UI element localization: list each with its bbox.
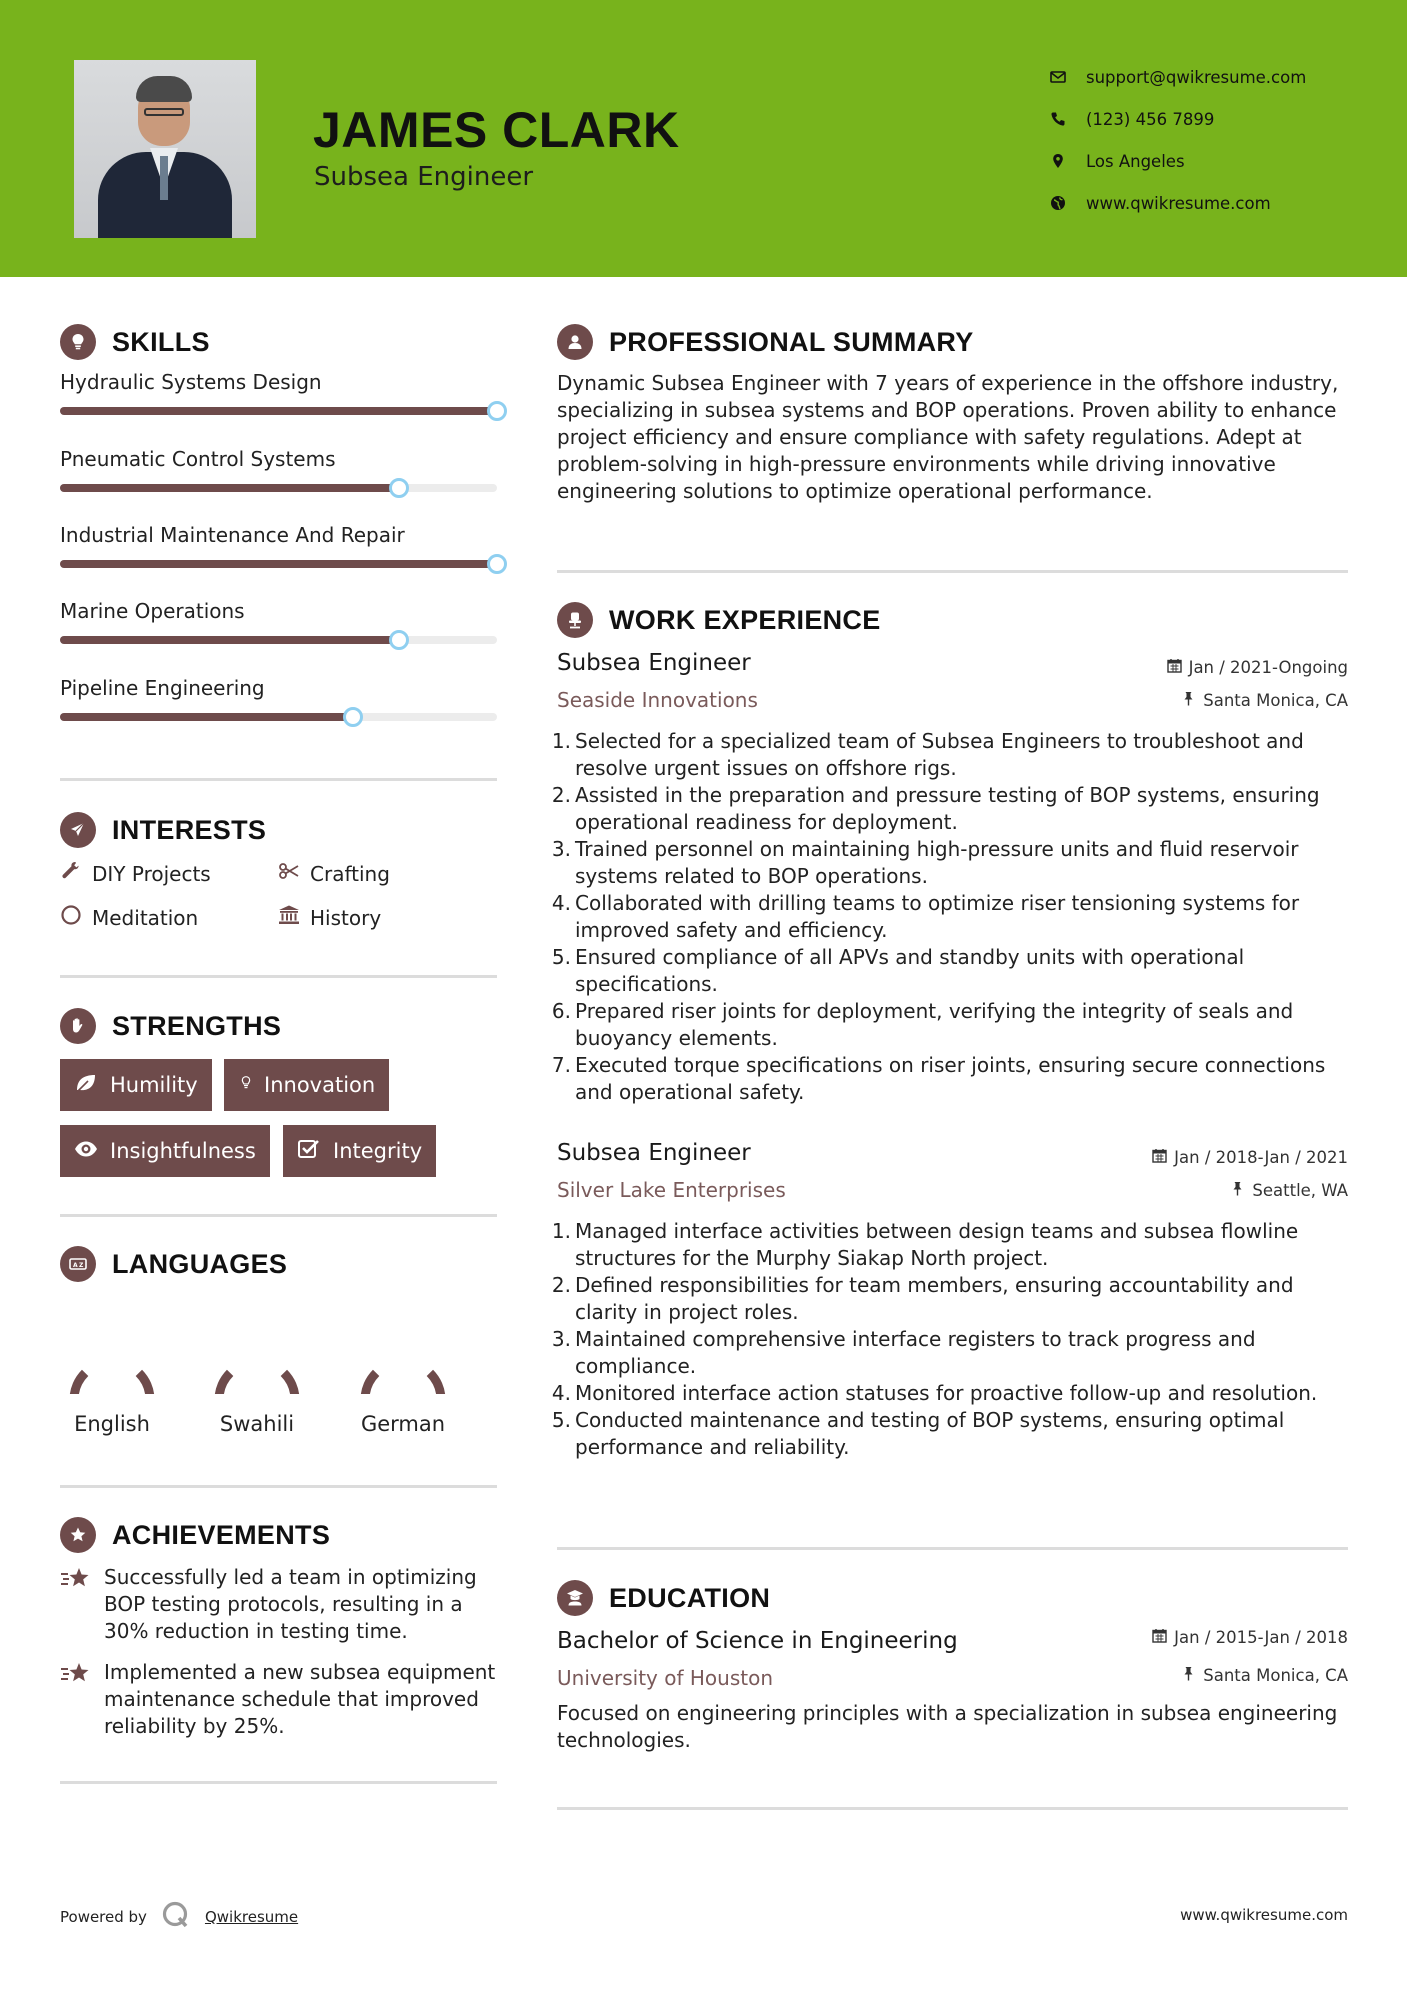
skill-name: Hydraulic Systems Design: [60, 370, 322, 394]
profile-photo: [74, 60, 256, 238]
job-dates: [1167, 658, 1348, 677]
skill-item: [60, 599, 498, 623]
envelope-icon: [1050, 69, 1086, 85]
map-pin-icon: [1050, 153, 1086, 169]
duty-item: 5. Conducted maintenance and testing of BOP systems, ensuring optimal performance and reliability.: [551, 1408, 1285, 1459]
achievement-text: Successfully led a team in optimizing BOP testing protocols, resulting in a 30% reduction in testing time.: [104, 1565, 477, 1643]
strengths-heading: [60, 1008, 281, 1044]
strengths-title: STRENGTHS: [112, 1010, 282, 1041]
interest-item: [60, 904, 198, 931]
contact-location: [1050, 140, 1306, 182]
section-divider: [60, 1485, 497, 1488]
pushpin-icon: [1181, 691, 1203, 710]
wrench-icon: [60, 860, 92, 887]
education-dates: [1152, 1628, 1348, 1647]
interest-item: [278, 860, 390, 887]
language-gauge: [355, 1298, 451, 1394]
strength-tag: [60, 1059, 212, 1111]
skill-knob: [343, 707, 363, 727]
language-gauge: [64, 1298, 160, 1394]
job-title: Subsea Engineer: [557, 650, 751, 676]
skill-bar: [60, 560, 497, 568]
strength-label: Humility: [110, 1073, 198, 1097]
interest-label: Crafting: [310, 861, 390, 886]
duty-item: 7. Executed torque specifications on riser joints, ensuring secure connections and operational safety.: [551, 1053, 1326, 1104]
skill-item: [60, 370, 498, 394]
skill-item: [60, 676, 498, 700]
website-text: www.qwikresume.com: [1086, 193, 1271, 213]
candidate-title: Subsea Engineer: [314, 162, 534, 192]
section-divider: [557, 570, 1348, 573]
strength-label: Insightfulness: [110, 1139, 256, 1163]
skills-title: SKILLS: [112, 326, 210, 357]
candidate-name: JAMES CLARK: [313, 102, 680, 158]
duty-item: 1. Managed interface activities between design teams and subsea flowline structures for the Murphy Siakap North project.: [551, 1219, 1299, 1270]
duty-item: 2. Defined responsibilities for team members, ensuring accountability and clarity in project roles.: [551, 1273, 1294, 1324]
summary-heading: [557, 324, 974, 360]
summary-text: Dynamic Subsea Engineer with 7 years of experience in the offshore industry, specializing in subsea systems and BOP operations. Proven ability to enhance project efficiency and ensure compliance with safety regulations. Adept at problem-solving in high-pressure environments while driving innovative engineering solutions to optimize operational performance.: [557, 371, 1339, 503]
lightbulb-icon: [238, 1072, 264, 1099]
interests-title: INTERESTS: [112, 814, 267, 845]
resume-header: [0, 0, 1407, 277]
eye-icon: [74, 1138, 110, 1165]
skill-name: Pneumatic Control Systems: [60, 447, 336, 471]
strength-label: Innovation: [264, 1073, 376, 1097]
phone-text: (123) 456 7899: [1086, 109, 1215, 129]
star-icon: [60, 1659, 104, 1740]
calendar-icon: [1152, 1628, 1174, 1647]
location-text: Santa Monica, CA: [1203, 1666, 1348, 1685]
skill-bar: [60, 636, 497, 644]
contact-phone[interactable]: [1050, 98, 1306, 140]
achievements-heading: [60, 1517, 330, 1553]
skill-bar: [60, 407, 497, 415]
duty-item: 6. Prepared riser joints for deployment, verifying the integrity of seals and buoyancy elements.: [551, 999, 1294, 1050]
language-item: [343, 1298, 463, 1436]
contact-website[interactable]: [1050, 182, 1306, 224]
duty-item: 4. Monitored interface action statuses for proactive follow-up and resolution.: [551, 1381, 1318, 1405]
section-divider: [60, 975, 497, 978]
section-divider: [60, 1214, 497, 1217]
duty-item: 2. Assisted in the preparation and pressure testing of BOP systems, ensuring operational readiness for deployment.: [551, 783, 1320, 834]
pushpin-icon: [1230, 1181, 1252, 1200]
interest-label: Meditation: [92, 905, 199, 930]
location-text: Seattle, WA: [1252, 1181, 1348, 1200]
office-chair-icon: [557, 602, 593, 638]
language-item: [52, 1298, 172, 1436]
svg-text:Z: Z: [79, 1262, 84, 1269]
dates-text: Jan / 2018-Jan / 2021: [1174, 1148, 1348, 1167]
contact-email[interactable]: [1050, 56, 1306, 98]
job-location: [1230, 1181, 1348, 1200]
scissors-icon: [278, 860, 310, 887]
job-location: [1181, 691, 1348, 710]
pushpin-icon: [1181, 1666, 1203, 1685]
strength-tag: [224, 1059, 389, 1111]
duty-list: [550, 728, 1360, 1106]
experience-heading: [557, 602, 881, 638]
skill-item: [60, 447, 498, 471]
section-divider: [60, 1781, 497, 1784]
skills-heading: [60, 324, 210, 360]
duty-list: [550, 1218, 1360, 1461]
skill-bar: [60, 713, 497, 721]
footer-website[interactable]: www.qwikresume.com: [1180, 1906, 1348, 1924]
skill-item: [60, 523, 498, 547]
education-description: Focused on engineering principles with a specialization in subsea engineering technologies.: [557, 1701, 1338, 1752]
achievement-item: [60, 1659, 500, 1740]
interests-heading: [60, 812, 266, 848]
skill-knob: [389, 478, 409, 498]
skill-name: Industrial Maintenance And Repair: [60, 523, 405, 547]
language-item: [197, 1298, 317, 1436]
duty-item: 3. Maintained comprehensive interface registers to track progress and compliance.: [551, 1327, 1256, 1378]
skill-name: Marine Operations: [60, 599, 245, 623]
contact-list: [1050, 56, 1306, 224]
duty-item: 5. Ensured compliance of all APVs and standby units with operational specifications.: [551, 945, 1245, 996]
dates-text: Jan / 2015-Jan / 2018: [1174, 1628, 1348, 1647]
experience-title: WORK EXPERIENCE: [609, 604, 881, 635]
education-title: EDUCATION: [609, 1582, 771, 1613]
achievement-text: Implemented a new subsea equipment maintenance schedule that improved reliability by 25%.: [104, 1660, 496, 1738]
achievements-title: ACHIEVEMENTS: [112, 1519, 331, 1550]
location-text: Santa Monica, CA: [1203, 691, 1348, 710]
circle-icon: [60, 904, 92, 931]
interest-label: DIY Projects: [92, 861, 211, 886]
section-divider: [60, 778, 497, 781]
languages-title: LANGUAGES: [112, 1248, 288, 1279]
powered-by-text: Powered by: [60, 1908, 147, 1926]
star-icon: [60, 1564, 104, 1645]
school-name: University of Houston: [557, 1666, 774, 1690]
education-heading: [557, 1580, 770, 1616]
svg-text:A: A: [73, 1262, 78, 1269]
section-divider: [557, 1807, 1348, 1810]
job-dates: [1152, 1148, 1348, 1167]
skill-bar: [60, 484, 497, 492]
company-name: Silver Lake Enterprises: [557, 1178, 786, 1202]
education-location: [1181, 1666, 1348, 1685]
job-title: Subsea Engineer: [557, 1140, 751, 1166]
qwikresume-logo-icon: [147, 1900, 205, 1934]
paper-plane-icon: [60, 812, 96, 848]
strength-tag: [60, 1125, 270, 1177]
lightbulb-icon: [60, 324, 96, 360]
degree-title: Bachelor of Science in Engineering: [557, 1628, 958, 1654]
company-name: Seaside Innovations: [557, 688, 758, 712]
graduate-icon: [557, 1580, 593, 1616]
language-icon: [60, 1246, 96, 1282]
skill-knob: [487, 554, 507, 574]
phone-icon: [1050, 111, 1086, 127]
interest-item: [278, 904, 381, 931]
email-text: support@qwikresume.com: [1086, 67, 1307, 87]
calendar-icon: [1167, 658, 1189, 677]
museum-icon: [278, 904, 310, 931]
section-divider: [557, 1547, 1348, 1550]
achievement-item: [60, 1564, 500, 1645]
location-text: Los Angeles: [1086, 151, 1185, 171]
interest-label: History: [310, 905, 382, 930]
summary-title: PROFESSIONAL SUMMARY: [609, 326, 974, 357]
brand-link[interactable]: Qwikresume: [204, 1908, 299, 1926]
dates-text: Jan / 2021-Ongoing: [1188, 658, 1348, 677]
duty-item: 4. Collaborated with drilling teams to optimize riser tensioning systems for improved safety and efficiency.: [551, 891, 1300, 942]
star-badge-icon: [60, 1517, 96, 1553]
user-icon: [557, 324, 593, 360]
skill-knob: [487, 401, 507, 421]
strength-tag: [283, 1125, 436, 1177]
skill-knob: [389, 630, 409, 650]
duty-item: 1. Selected for a specialized team of Subsea Engineers to troubleshoot and resolve urgent issues on offshore rigs.: [551, 729, 1304, 780]
language-name: German: [360, 1412, 446, 1436]
check-square-icon: [297, 1138, 333, 1165]
strength-label: Integrity: [333, 1139, 423, 1163]
duty-item: 3. Trained personnel on maintaining high-pressure units and fluid reservoir systems related to BOP operations.: [551, 837, 1299, 888]
hand-icon: [60, 1008, 96, 1044]
calendar-icon: [1152, 1148, 1174, 1167]
footer-credit: [60, 1900, 298, 1934]
leaf-icon: [74, 1072, 110, 1099]
languages-heading: [60, 1246, 287, 1282]
language-gauge: [209, 1298, 305, 1394]
skill-name: Pipeline Engineering: [60, 676, 265, 700]
language-name: Swahili: [219, 1412, 295, 1436]
language-name: English: [74, 1412, 150, 1436]
interest-item: [60, 860, 211, 887]
globe-icon: [1050, 195, 1086, 211]
